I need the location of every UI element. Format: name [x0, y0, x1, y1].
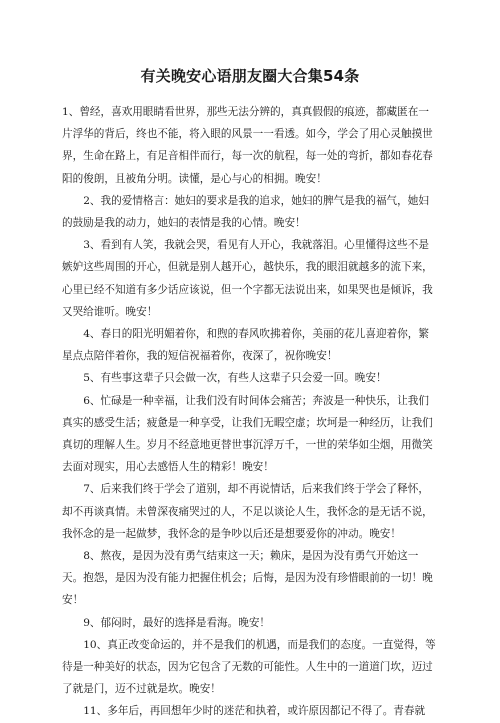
paragraph-9: 9、郁闷时，最好的选择是看海。晚安！	[83, 616, 271, 629]
paragraph-7: 7、后来我们终于学会了道别，却不再说情话，后来我们终于学会了释怀，却不再谈真情。未曾深夜痛哭过的人，不足以谈论人生，我怀念的是无话不说，我怀念的是一起做梦，我怀念的是争吵以后还是想要爱你的冲动。晚安！	[62, 483, 433, 540]
paragraph-1: 1、曾经，喜欢用眼睛看世界，那些无法分辨的，真真假假的痕迹，都藏匿在一片浮华的背后，终也不能，将入眼的风景一一看透。如今，学会了用心灵触摸世界，生命在路上，有足音相伴而行，每一次的航程，每一处的弯折，都如春花春阳的俊朗，且被角分明。读懂，是心与心的相拥。晚安！	[62, 106, 433, 185]
paragraph-2: 2、我的爱情格言：她妇的要求是我的追求，她妇的脾气是我的福气，她妇的鼓励是我的动力，她妇的表情是我的心情。晚安！	[62, 194, 429, 230]
paragraph-4: 4、春日的阳光明媚着你，和煦的春风吹拂着你，美丽的花儿喜迎着你，繁星点点陪伴着你，我的短信祝福着你，夜深了，祝你晚安！	[62, 328, 429, 363]
paragraph-10: 10、真正改变命运的，并不是我们的机遇，而是我们的态度。一直觉得，等待是一种美好的状态，因为它包含了无数的可能性。人生中的一道道门坎，迈过了就是门，迈不过就是坎。晚安！	[62, 638, 436, 696]
document-title: 有关晚安心语朋友圈大合集54条	[140, 67, 360, 85]
paragraph-6: 6、忙碌是一种幸福，让我们没有时间体会痛苦；奔波是一种快乐，让我们真实的感受生活；疲惫是一种享受，让我们无暇空虚；坎坷是一种经历，让我们真切的理解人生。岁月不经意地更替世事沉浮万千，一世的荣华如尘烟，用微笑去面对现实，用心去感悟人生的精彩！晚安！	[62, 394, 433, 474]
paragraph-5: 5、有些事这辈子只会做一次，有些人这辈子只会爱一回。晚安！	[83, 372, 387, 385]
paragraph-11: 11、多年后，再回想年少时的迷茫和执着，或许原因都记不得了。青春就	[83, 705, 426, 718]
document-body	[62, 101, 436, 723]
paragraph-3: 3、看到有人笑，我就会哭，看见有人开心，我就落泪。心里懂得这些不是嫉妒这些周围的开心，但就是别人越开心，越快乐，我的眼泪就越多的流下来，心里已经不知道有多少话应该说，但一个字都无法说出来，如果哭也是倾诉，我又哭给谁听。晚安！	[62, 239, 433, 318]
paragraph-8: 8、熬夜，是因为没有勇气结束这一天；赖床，是因为没有勇气开始这一天。抱怨，是因为没有能力把握住机会；后悔，是因为没有珍惜眼前的一切！晚安！	[62, 550, 433, 607]
